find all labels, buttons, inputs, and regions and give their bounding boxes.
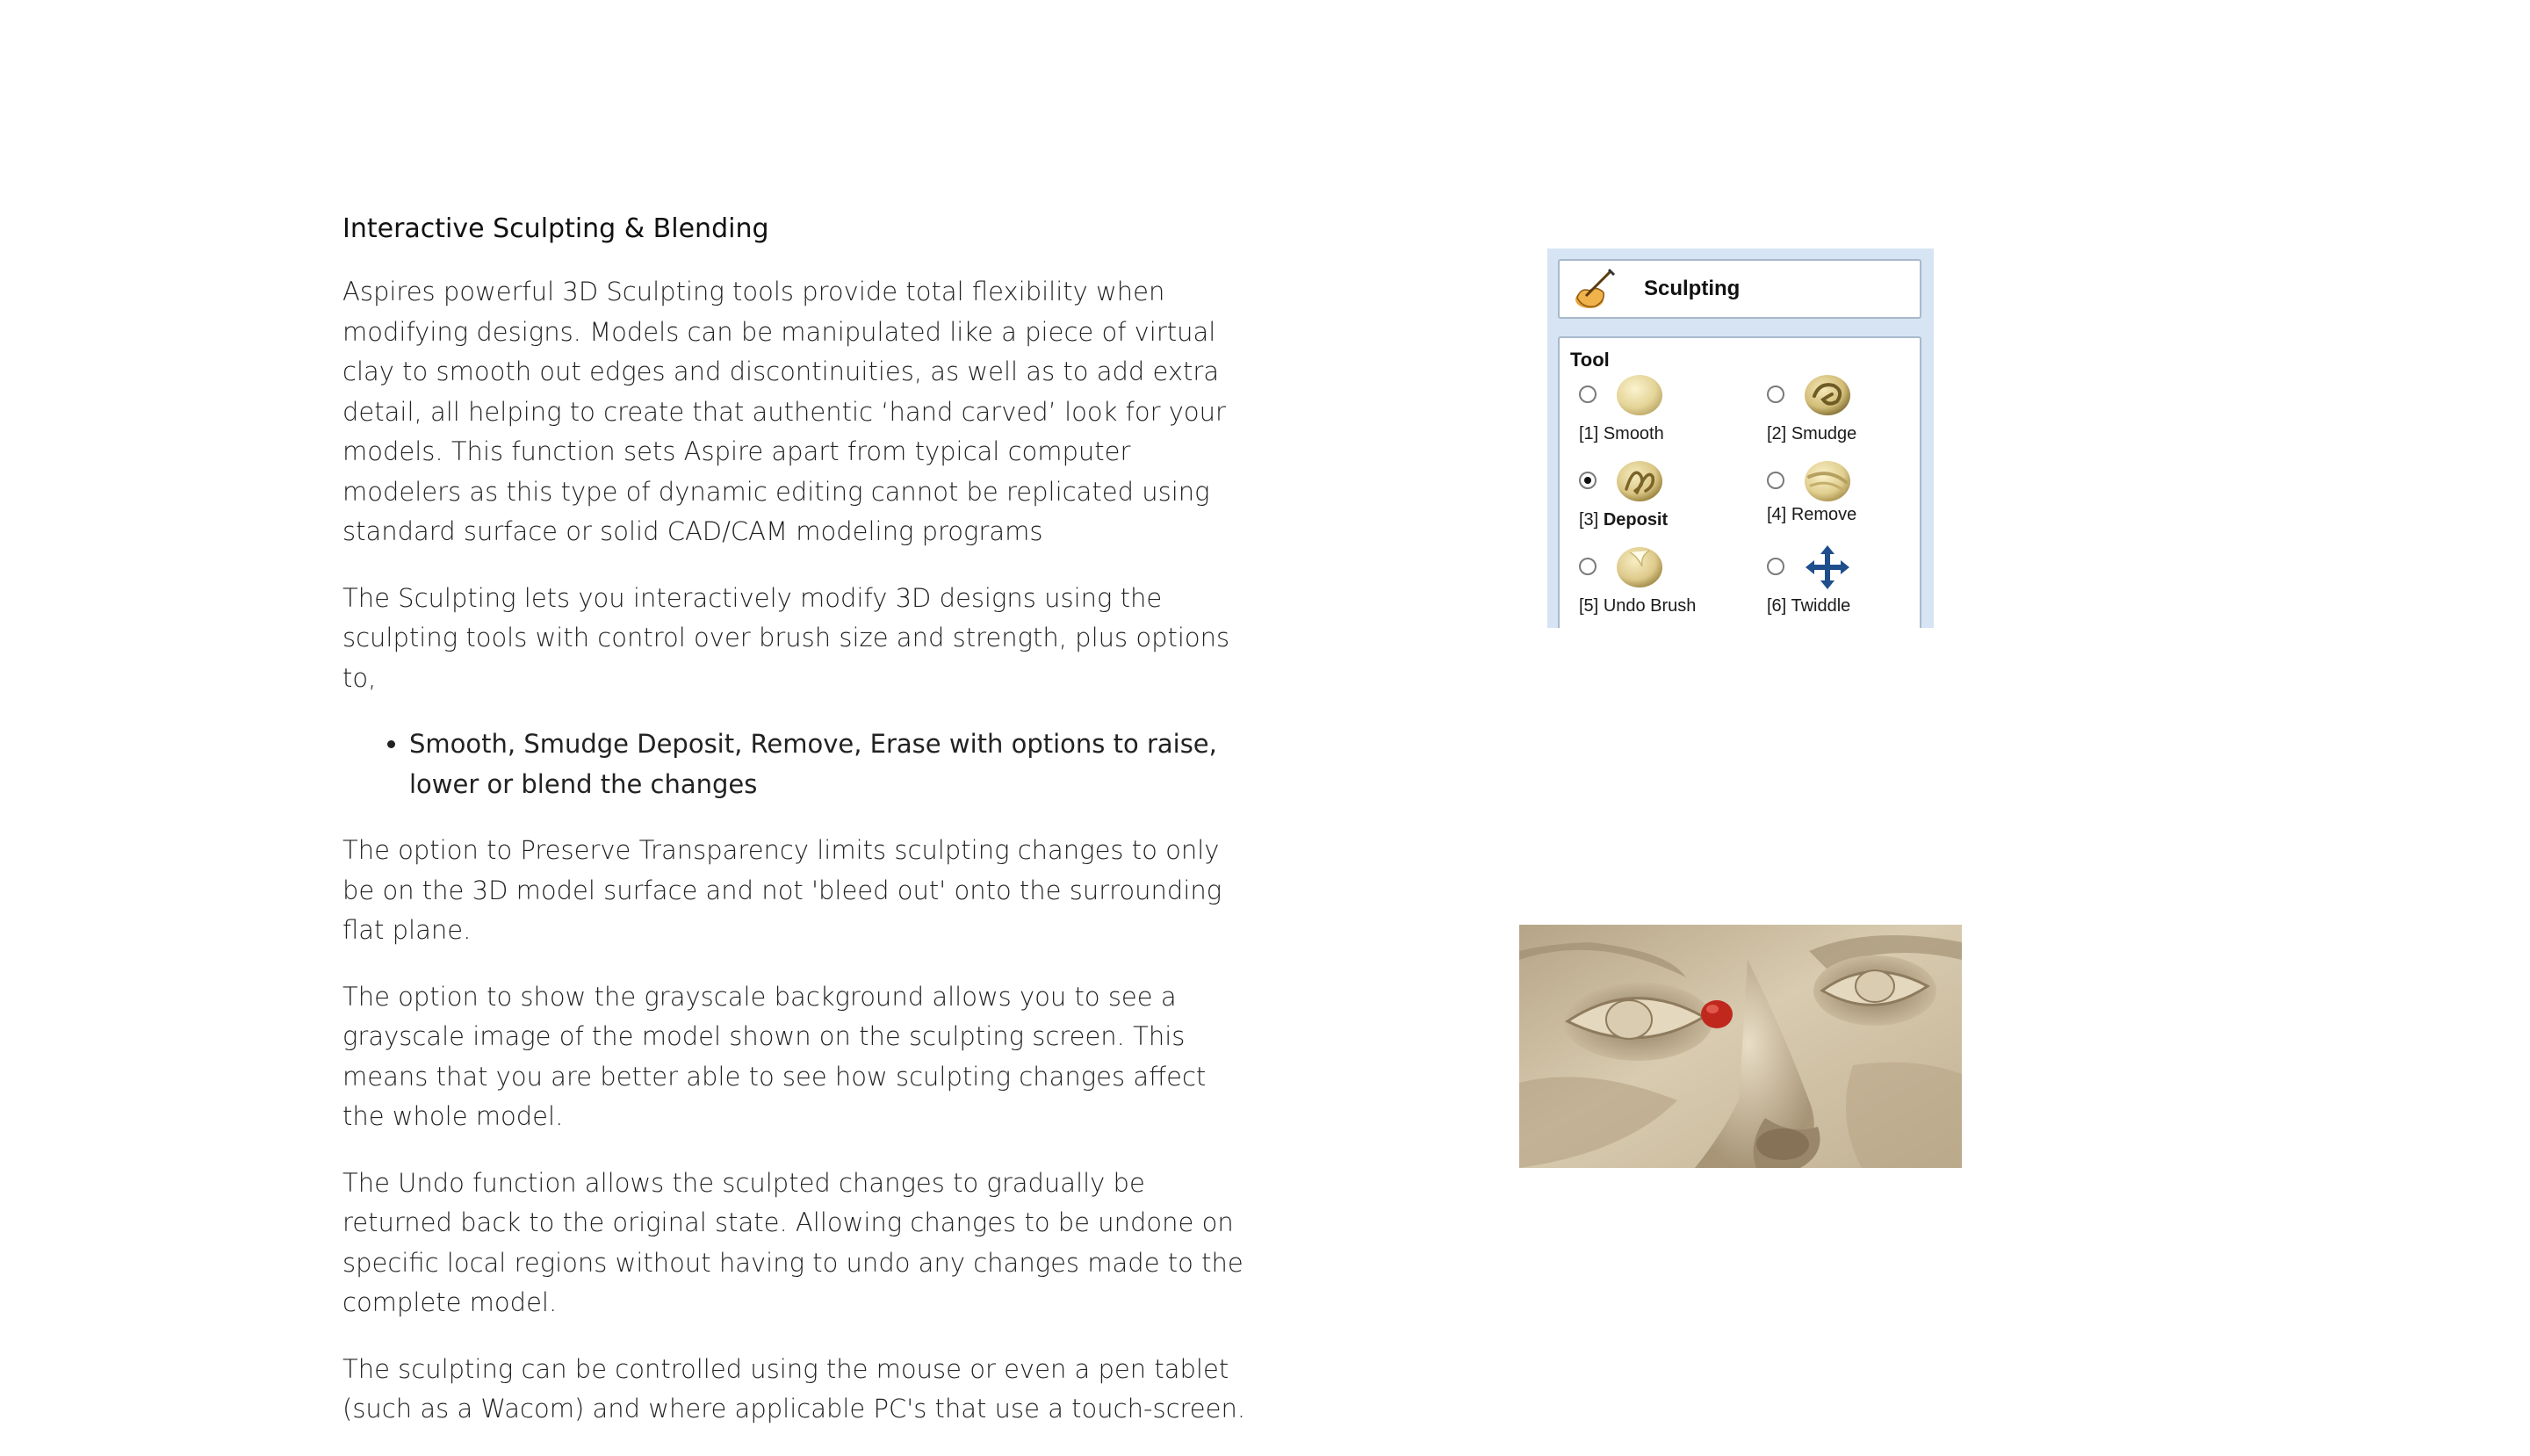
smooth-key: [1]	[1579, 424, 1599, 443]
smudge-key: [2]	[1767, 424, 1787, 443]
feature-list-item: • Smooth, Smudge Deposit, Remove, Erase with options to raise, lower or blend the changes	[409, 724, 1256, 804]
article-paragraph-input: The sculpting can be controlled using the mouse or even a pen tablet (such as a Wacom) and where applicable PC's that use a touch-screen.	[342, 1353, 1246, 1424]
article-heading: Interactive Sculpting & Blending	[342, 213, 769, 244]
tool-group	[1558, 336, 1921, 628]
tool-group-label: Tool	[1570, 349, 1610, 371]
article-paragraph-grayscale: The option to show the grayscale background allows you to see a grayscale image of the model shown on the sculpting screen. This means that you are better able to see how sculpting changes affect the whole model.	[342, 981, 1207, 1131]
remove-radio[interactable]	[1767, 472, 1784, 489]
smooth-radio[interactable]	[1579, 386, 1597, 403]
tool-option-deposit[interactable]	[1579, 459, 1746, 538]
tool-option-remove[interactable]	[1767, 459, 1934, 538]
twiddle-key: [6]	[1767, 596, 1787, 616]
sculpting-panel-screenshot	[1547, 249, 1934, 628]
remove-label	[1767, 505, 1856, 525]
feature-list	[342, 724, 1256, 804]
article	[342, 207, 1256, 1456]
smudge-icon	[1802, 373, 1853, 417]
tool-option-smudge[interactable]	[1767, 373, 1934, 452]
smooth-icon	[1614, 373, 1665, 417]
smudge-name: Smudge	[1791, 424, 1857, 443]
twiddle-label	[1767, 596, 1850, 616]
undo-brush-name: Undo Brush	[1603, 596, 1697, 616]
sculpted-face-image	[1519, 925, 1962, 1168]
remove-key: [4]	[1767, 505, 1787, 524]
tool-option-twiddle[interactable]	[1767, 545, 1934, 624]
panel-title: Sculpting	[1644, 277, 1741, 300]
sculpting-hand-icon	[1568, 266, 1618, 315]
panel-header	[1558, 259, 1921, 319]
article-paragraph-intro: Aspires powerful 3D Sculpting tools provide total flexibility when modifying designs. Models can be manipulated like a piece of virtual clay to smooth out edges and discontinuities, as well as to add extra detail, all helping to create that authentic ‘hand carved’ look for your models. This function sets Aspire apart from typical computer modelers as this type of dynamic editing cannot be replicated using standard surface or solid CAD/CAM modeling programs	[342, 277, 1226, 546]
deposit-icon	[1614, 459, 1665, 503]
smudge-radio[interactable]	[1767, 386, 1784, 403]
deposit-name: Deposit	[1603, 510, 1669, 530]
smooth-label	[1579, 424, 1664, 444]
deposit-label	[1579, 510, 1668, 530]
undo-brush-label	[1579, 596, 1696, 616]
undo-brush-radio[interactable]	[1579, 558, 1597, 575]
article-paragraph-sculpting: The Sculpting lets you interactively modify 3D designs using the sculpting tools with control over brush size and strength, plus options to,	[342, 582, 1230, 693]
tool-option-smooth[interactable]	[1579, 373, 1746, 452]
sculpted-face-render	[1519, 925, 1962, 1168]
twiddle-radio[interactable]	[1767, 558, 1784, 575]
deposit-key: [3]	[1579, 510, 1599, 530]
twiddle-name: Twiddle	[1791, 596, 1851, 616]
smudge-label	[1767, 424, 1856, 444]
undo-brush-key: [5]	[1579, 596, 1599, 616]
undo-brush-icon	[1614, 545, 1665, 589]
deposit-radio[interactable]	[1579, 472, 1597, 489]
tool-option-undo-brush[interactable]	[1579, 545, 1746, 624]
twiddle-icon	[1802, 545, 1853, 589]
smooth-name: Smooth	[1603, 424, 1664, 443]
article-paragraph-undo: The Undo function allows the sculpted changes to gradually be returned back to the original state. Allowing changes to be undone on specific local regions without having to undo any changes made to the complete model.	[342, 1167, 1243, 1317]
remove-name: Remove	[1791, 505, 1857, 524]
remove-icon	[1802, 459, 1853, 503]
article-paragraph-transparency: The option to Preserve Transparency limits sculpting changes to only be on the 3D model surface and not 'bleed out' onto the surrounding flat plane.	[342, 835, 1222, 945]
